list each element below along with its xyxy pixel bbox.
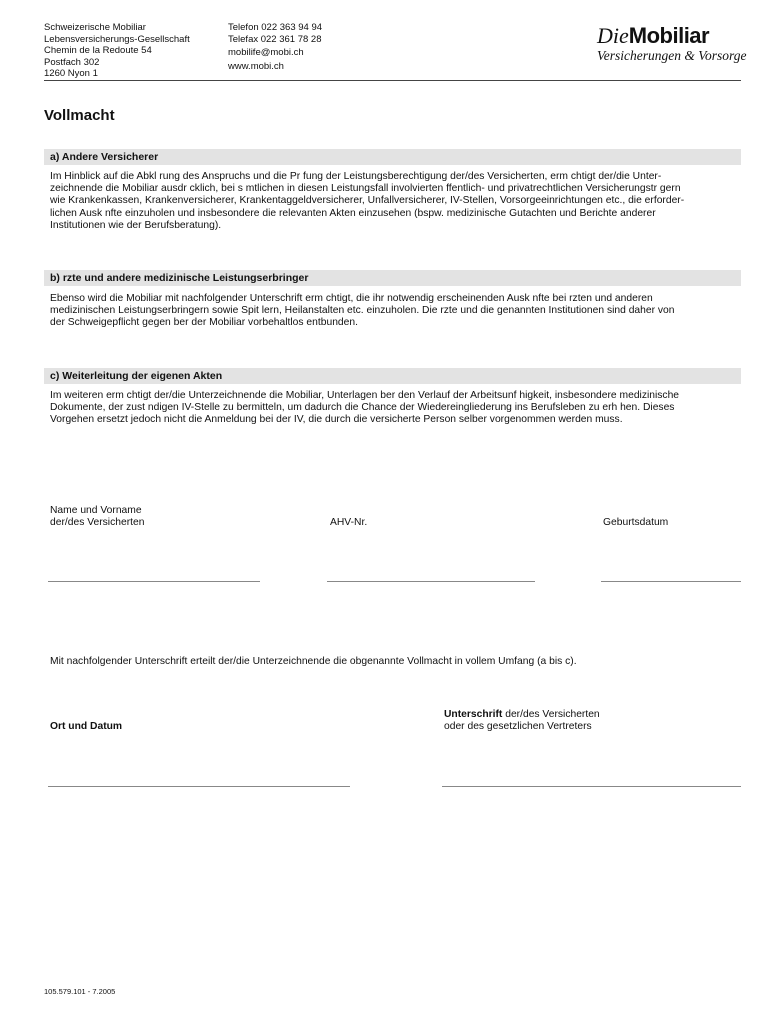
signature-label xyxy=(444,709,600,733)
birthdate-input-line[interactable] xyxy=(601,581,741,582)
header-divider xyxy=(44,80,741,81)
signature-input-line[interactable] xyxy=(442,786,741,787)
logo-wordmark xyxy=(597,24,746,48)
form-number: 105.579.101 - 7.2005 xyxy=(44,987,116,996)
address-line: Postfach 302 xyxy=(44,56,100,68)
logo-die: Die xyxy=(597,23,629,48)
website: www.mobi.ch xyxy=(228,60,284,72)
ahv-input-line[interactable] xyxy=(327,581,535,582)
text-line: lichen Ausk nfte einzuholen und insbesondere die relevanten Akten einzusehen (bspw. medizinische Gutachten und Berichte anderer xyxy=(50,207,656,219)
text-line: Dokumente, der zust ndigen IV-Stelle zu bermitteln, um dadurch die Chance der Wiedereingliederung ins Berufsleben zu erh hen. Dieses xyxy=(50,402,675,414)
name-input-line[interactable] xyxy=(48,581,260,582)
section-heading-a: a) Andere Versicherer xyxy=(44,149,741,165)
document-title: Vollmacht xyxy=(44,107,115,124)
text-line: Vorgehen ersetzt jedoch nicht die Anmeldung bei der IV, die durch die versicherte Person selber vorgenommen werden muss. xyxy=(50,414,623,426)
text-line: Ebenso wird die Mobiliar mit nachfolgender Unterschrift erm chtigt, die ihr notwendig erscheinenden Ausk nfte bei rzten und anderen xyxy=(50,293,653,304)
signature-label-rest: der/des Versicherten xyxy=(502,709,600,720)
signature-label-bold: Unterschrift xyxy=(444,709,503,720)
consent-statement: Mit nachfolgender Unterschrift erteilt der/die Unterzeichnende die obgenannte Vollmacht in vollem Umfang (a bis c). xyxy=(50,656,577,667)
place-date-label: Ort und Datum xyxy=(50,721,123,732)
section-heading-b: b) rzte und andere medizinische Leistungserbringer xyxy=(44,270,741,286)
phone-number: Telefon 022 363 94 94 xyxy=(228,22,323,33)
text-line: der Schweigepflicht gegen ber der Mobiliar vorbehaltlos entbunden. xyxy=(50,317,358,329)
text-line: wie Krankenkassen, Krankenversicherer, Krankentaggeldversicherer, Unfallversicherer, IV-Stellen, Vorsorgeeinrichtungen etc., die erforder- xyxy=(50,195,685,207)
ahv-field-label: AHV-Nr. xyxy=(330,517,368,528)
sender-address xyxy=(44,22,190,80)
text-line: Im weiteren erm chtigt der/die Unterzeichnende die Mobiliar, Unterlagen ber den Verlauf der Arbeitsunf higkeit, insbesondere medizinische xyxy=(50,390,680,401)
logo-mobiliar: Mobiliar xyxy=(628,23,710,48)
section-heading-c: c) Weiterleitung der eigenen Akten xyxy=(44,368,741,384)
place-date-input-line[interactable] xyxy=(48,786,350,787)
text-line: Im Hinblick auf die Abkl rung des Anspruchs und die Pr fung der Leistungsberechtigung der/des Versicherten, erm chtigt der/die Unter- xyxy=(50,171,662,182)
signature-label-line2: oder des gesetzlichen Vertreters xyxy=(444,721,592,733)
text-line: zeichnende die Mobiliar ausdr cklich, bei s mtlichen in diesen Leistungsfall involvierten ffentlich- und privatrechtlichen Versicherungstr gern xyxy=(50,183,681,195)
address-line: 1260 Nyon 1 xyxy=(44,68,98,79)
address-line: Schweizerische Mobiliar xyxy=(44,22,146,33)
fax-number: Telefax 022 361 78 28 xyxy=(228,33,322,45)
section-text-a xyxy=(50,171,736,232)
text-line: Institutionen wie der Berufsberatung). xyxy=(50,219,222,231)
section-text-c xyxy=(50,390,736,427)
name-label-line1: Name und Vorname xyxy=(50,505,142,516)
section-text-b xyxy=(50,293,736,330)
mobiliar-logo xyxy=(597,24,746,64)
text-line: medizinischen Leistungserbringern sowie Spit lern, Heilanstalten etc. einzuholen. Die rzte und die genannten Institutionen sind daher von xyxy=(50,305,675,317)
address-line: Lebensversicherungs-Gesellschaft xyxy=(44,33,190,45)
address-line: Chemin de la Redoute 54 xyxy=(44,45,152,56)
birthdate-field-label: Geburtsdatum xyxy=(603,517,669,528)
email-address: mobilife@mobi.ch xyxy=(228,47,304,58)
name-field-label xyxy=(50,505,144,529)
contact-info xyxy=(228,22,322,72)
name-label-line2: der/des Versicherten xyxy=(50,517,145,529)
logo-tagline: Versicherungen & Vorsorge xyxy=(597,48,747,63)
